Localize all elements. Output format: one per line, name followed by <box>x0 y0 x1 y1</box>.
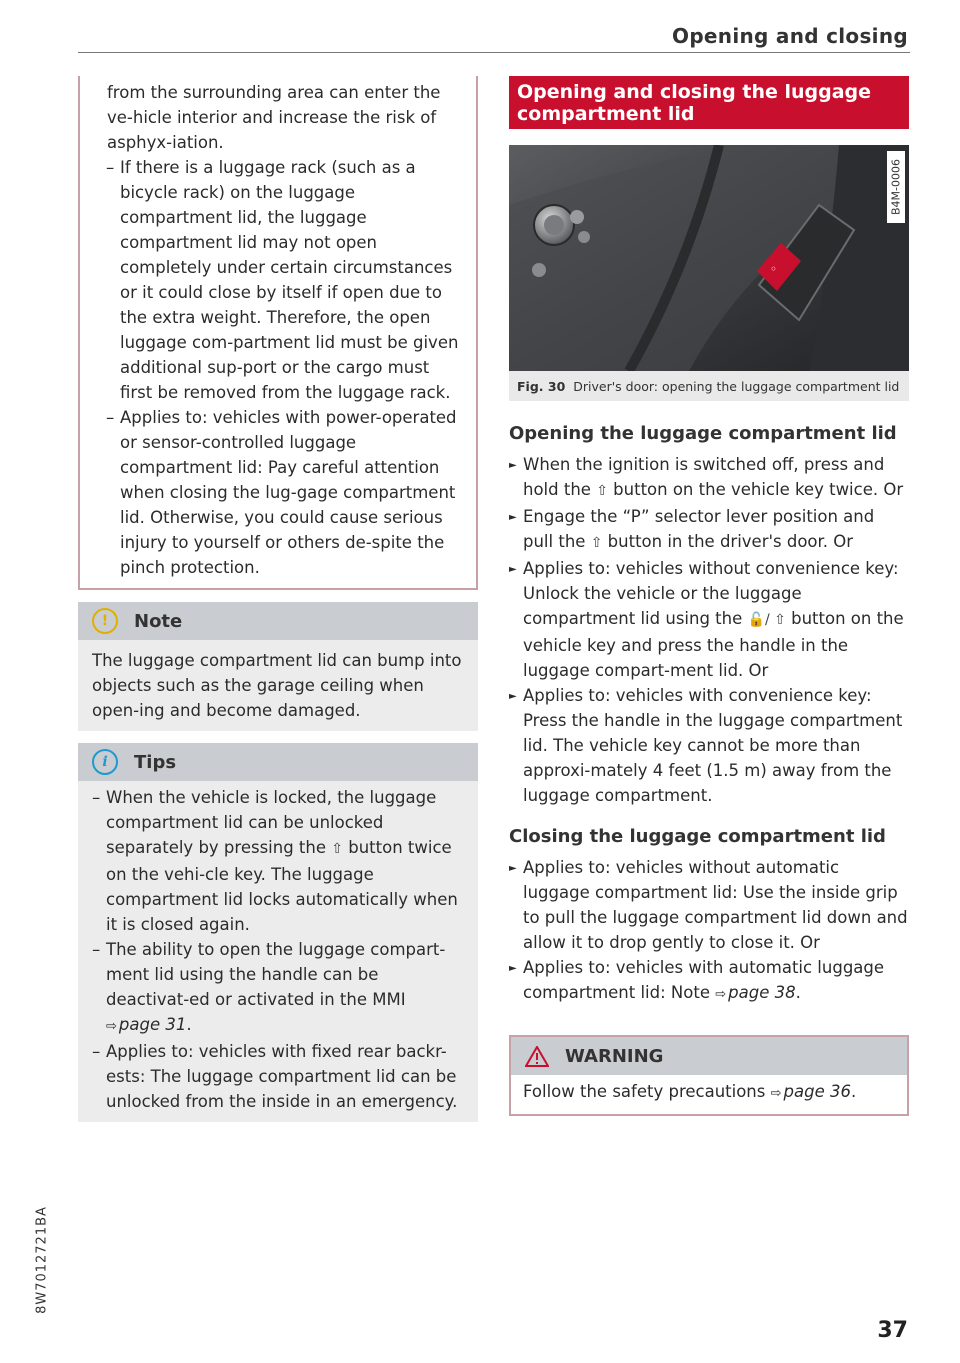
note-box <box>78 602 478 731</box>
header-rule <box>78 52 910 53</box>
left-column <box>78 76 478 1122</box>
warning-continuation <box>78 76 478 590</box>
figure-caption-text: Driver's door: opening the luggage compartment lid <box>573 379 900 394</box>
closing-step: ► Applies to: vehicles without automatic luggage compartment lid: Use the inside grip to pull the luggage compartment lid down and allow it to drop gently to close it. Or <box>509 855 909 955</box>
arrow-right-icon: ⇨ <box>106 1019 117 1034</box>
figure-caption <box>509 371 909 401</box>
tips-body <box>78 781 478 1122</box>
page-link[interactable]: ⇨ page 38 <box>715 983 796 1002</box>
warning-continuation-intro: from the surrounding area can enter the ve-hicle interior and increase the risk of asphyx-iation. <box>107 83 441 152</box>
heading-opening: Opening the luggage compartment lid <box>509 423 897 444</box>
closing-step: ► Applies to: vehicles with automatic luggage compartment lid: Note ⇨ page 38. <box>509 955 909 1007</box>
door-panel-illustration <box>509 145 909 371</box>
page-link[interactable]: ⇨ page 31 <box>106 1015 187 1034</box>
tips-list <box>78 785 464 1114</box>
tips-item: – Applies to: vehicles with fixed rear backr-ests: The luggage compartment lid can be unlocked from the inside in an emergency. <box>78 1039 464 1114</box>
warning-box <box>509 1035 909 1116</box>
warning-text: Follow the safety precautions ⇨ page 36. <box>523 1082 857 1101</box>
opening-steps <box>509 452 909 808</box>
opening-step: ► When the ignition is switched off, press and hold the ⇧ button on the vehicle key twice. Or <box>509 452 909 504</box>
warning-item: – If there is a luggage rack (such as a bicycle rack) on the luggage compartment lid, the luggage compartment lid may not open completely under certain circumstances or it could close by itself if open due to the extra weight. Therefore, the open luggage com-partment lid must be given additional sup-port or the cargo must first be removed from the luggage rack. <box>92 155 464 405</box>
warning-title: WARNING <box>565 1045 664 1067</box>
note-header <box>78 602 478 640</box>
warning-list <box>92 155 464 580</box>
arrow-right-icon: ⇨ <box>770 1086 782 1101</box>
section-banner: Opening and closing the luggage compartment lid <box>509 76 909 129</box>
opening-step: ► Engage the “P” selector lever position and pull the ⇧ button in the driver's door. Or <box>509 504 909 556</box>
figure-label: Fig. 30 <box>517 379 566 394</box>
note-title: Note <box>134 610 183 632</box>
tips-box <box>78 743 478 1122</box>
tips-icon: i <box>92 749 118 775</box>
figure-code: B4M-0006 <box>887 151 905 223</box>
opening-step: ► Applies to: vehicles with convenience key: Press the handle in the luggage compartment lid. The vehicle key cannot be more than approxi-mately 4 feet (1.5 m) away from the luggage compartment. <box>509 683 909 808</box>
page-number: 37 <box>877 1318 908 1343</box>
right-column <box>509 76 909 1116</box>
document-code: 8W7012721BA <box>34 1206 50 1314</box>
tips-title: Tips <box>134 751 177 773</box>
arrow-right-icon: ⇨ <box>715 987 727 1002</box>
warning-header <box>511 1037 907 1075</box>
figure-image <box>509 145 909 371</box>
svg-text:◦: ◦ <box>770 262 778 276</box>
luggage-lid-key-icon: ⇧ <box>596 483 608 499</box>
tips-item: – When the vehicle is locked, the luggage compartment lid can be unlocked separately by pressing the ⇧ button twice on the vehi-cle key. The luggage compartment lid locks automatically when it is closed again. <box>78 785 464 937</box>
figure-30 <box>509 145 909 401</box>
page-link[interactable]: ⇨ page 36 <box>770 1082 851 1101</box>
closing-steps <box>509 855 909 1007</box>
opening-step: ► Applies to: vehicles without convenience key: Unlock the vehicle or the luggage compartment lid using the 🔓/ ⇧ button on the vehicle key and press the handle in the luggage compart-ment lid. Or <box>509 556 909 683</box>
tips-header <box>78 743 478 781</box>
luggage-lid-door-icon: ⇧ <box>590 535 603 551</box>
warning-item: – Applies to: vehicles with power-operated or sensor-controlled luggage compartment lid: Pay careful attention when closing the lug-gage compartment lid. Otherwise, you could cause serious injury to yourself or others de-spite the pinch protection. <box>92 405 464 580</box>
tips-item: – The ability to open the luggage compart-ment lid using the handle can be deactivat-ed or activated in the MMI ⇨ page 31. <box>78 937 464 1039</box>
note-icon: ! <box>92 608 118 634</box>
running-header: Opening and closing <box>672 24 908 48</box>
unlock-key-icon: 🔓/ ⇧ <box>747 612 786 628</box>
luggage-lid-key-icon: ⇧ <box>331 841 343 857</box>
warning-triangle-icon <box>525 1046 549 1067</box>
heading-closing: Closing the luggage compartment lid <box>509 826 886 847</box>
note-text: The luggage compartment lid can bump into objects such as the garage ceiling when open-ing and become damaged. <box>78 640 478 731</box>
